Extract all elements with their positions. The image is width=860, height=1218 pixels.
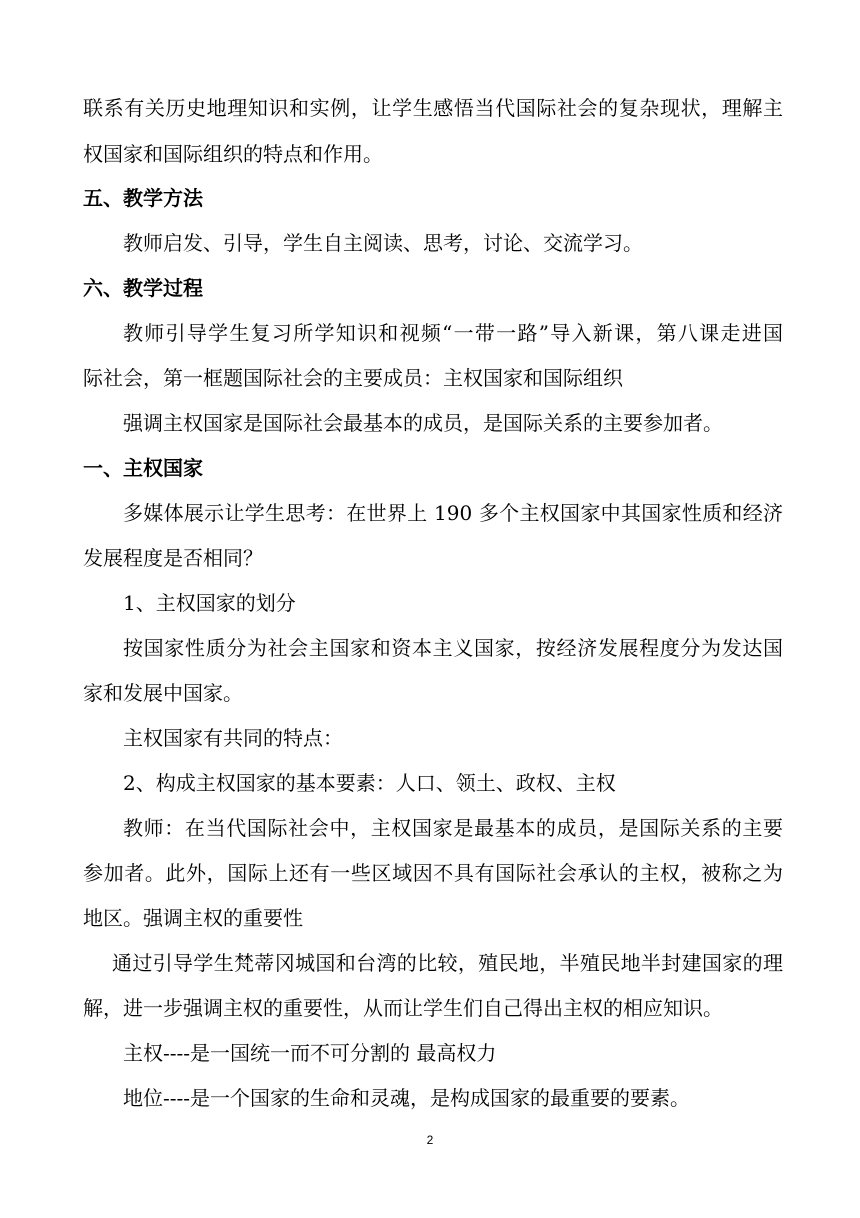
- paragraph-line: 地区。强调主权的重要性: [83, 906, 303, 930]
- paragraph-line: 1、主权国家的划分: [123, 591, 296, 615]
- section-heading: 五、教学方法: [83, 186, 203, 210]
- paragraph-line: 教师启发、引导，学生自主阅读、思考，讨论、交流学习。: [123, 231, 643, 255]
- paragraph-line: 通过引导学生梵蒂冈城国和台湾的比较，殖民地，半殖民地半封建国家的理: [112, 951, 783, 975]
- paragraph-line: 联系有关历史地理知识和实例，让学生感悟当代国际社会的复杂现状，理解主: [83, 96, 783, 120]
- paragraph-line: 按国家性质分为社会主国家和资本主义国家，按经济发展程度分为发达国: [123, 636, 783, 660]
- paragraph-line: 强调主权国家是国际社会最基本的成员，是国际关系的主要参加者。: [123, 411, 723, 435]
- paragraph-line: 地位----是一个国家的生命和灵魂，是构成国家的最重要的要素。: [123, 1086, 691, 1110]
- paragraph-line: 多媒体展示让学生思考：在世界上 190 多个主权国家中其国家性质和经济: [123, 501, 783, 525]
- section-heading: 六、教学过程: [83, 276, 203, 300]
- paragraph-line: 教师：在当代国际社会中，主权国家是最基本的成员，是国际关系的主要: [123, 816, 783, 840]
- paragraph-line: 教师引导学生复习所学知识和视频“一带一路”导入新课，第八课走进国: [123, 321, 783, 345]
- paragraph-line: 发展程度是否相同？: [83, 546, 263, 570]
- paragraph-line: 际社会，第一框题国际社会的主要成员：主权国家和国际组织: [83, 366, 623, 390]
- paragraph-line: 权国家和国际组织的特点和作用。: [83, 142, 383, 166]
- paragraph-line: 解，进一步强调主权的重要性，从而让学生们自己得出主权的相应知识。: [83, 996, 723, 1020]
- paragraph-line: 2、构成主权国家的基本要素：人口、领土、政权、主权: [123, 771, 616, 795]
- section-heading: 一、主权国家: [83, 456, 203, 480]
- paragraph-line: 参加者。此外，国际上还有一些区域因不具有国际社会承认的主权，被称之为: [83, 861, 783, 885]
- paragraph-line: 主权国家有共同的特点：: [123, 726, 343, 750]
- paragraph-line: 主权----是一国统一而不可分割的 最高权力: [123, 1041, 497, 1065]
- paragraph-line: 家和发展中国家。: [83, 681, 243, 705]
- page-number: 2: [426, 1133, 434, 1147]
